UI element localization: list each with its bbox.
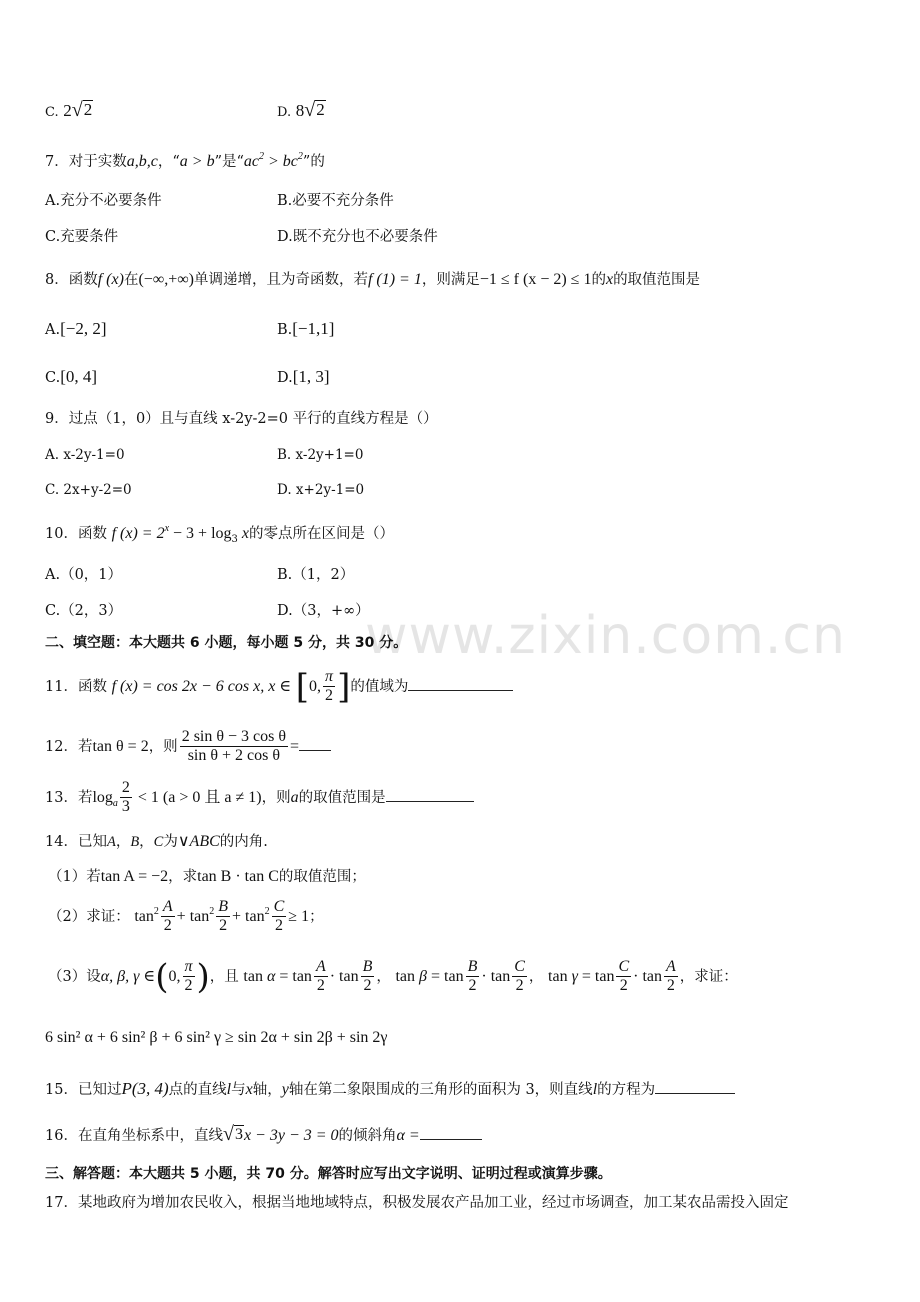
q8-row1 <box>45 318 335 340</box>
q15-answer-blank <box>655 1079 735 1094</box>
q13-answer-blank <box>386 787 474 802</box>
q16-answer-blank <box>420 1125 482 1140</box>
q8-row2 <box>45 366 330 388</box>
q6-option-c-label: C. <box>45 105 59 120</box>
q8-stem: 8．函数f (x)在(−∞,+∞)单调递增，且为奇函数，若f (1) = 1，则满足−1 ≤ f (x − 2) ≤ 1的x的取值范围是 <box>45 271 701 288</box>
q15-stem: 15．已知过P(3, 4)点的直线l与x轴，y轴在第二象限围成的三角形的面积为 3，则直线l的方程为 <box>45 1078 735 1101</box>
q9-stem: 9．过点（1，0）且与直线 x-2y-2=0 平行的直线方程是（） <box>45 411 438 427</box>
q8-option-c: C.[0, 4] <box>45 367 98 386</box>
q7-row2 <box>45 228 438 247</box>
q10-option-c: C.（2，3） <box>45 603 123 619</box>
q9-option-d: D. x+2y-1=0 <box>277 482 365 498</box>
q7-option-c: C.充要条件 <box>45 229 119 245</box>
q9-option-a: A. x-2y-1=0 <box>45 447 125 463</box>
q10-option-b: B.（1，2） <box>277 567 355 583</box>
q14-part1: （1）若tan A = −2，求tan B · tan C的取值范围； <box>48 868 366 885</box>
q9-option-b: B. x-2y+1=0 <box>277 447 364 463</box>
section-3-heading: 三、解答题：本大题共 5 小题，共 70 分。解答时应写出文字说明、证明过程或演算步骤。 <box>45 1166 612 1182</box>
q16-stem: 16．在直角坐标系中，直线 √ 3 x − 3y − 3 = 0的倾斜角α = <box>45 1124 482 1147</box>
q14-stem: 14．已知A，B，C为∨ABC的内角. <box>45 833 268 850</box>
q11-answer-blank <box>408 676 513 691</box>
q9-option-c: C. 2x+y-2=0 <box>45 482 132 498</box>
q12-answer-blank <box>299 736 331 751</box>
q10-option-a: A.（0，1） <box>45 567 123 583</box>
q7-option-b: B.必要不充分条件 <box>277 193 394 209</box>
q10-stem: 10．函数 f $(x) = 2^x - 3 + \log_3 x$的零点所在区间是（） <box>45 523 394 545</box>
q10-row2 <box>45 602 370 621</box>
q12-stem: 12．若tan θ = 2，则 $\frac{\text{2 sin θ − 3 cos θ}}{\text{sin θ + 2 cos θ}}$ = <box>45 728 331 766</box>
section-2-heading: 二、填空题：本大题共 6 小题，每小题 5 分，共 30 分。 <box>45 635 408 651</box>
q10-row1 <box>45 566 355 585</box>
q10-option-d: D.（3，+∞） <box>277 603 370 619</box>
q14-part3: （3）设α, β, γ ∈(0, $\frac{\pi}{2}$ )，且 tan α = tan $\frac{A}{2}$ · tan $\frac{B}{2}$ ， tan β = tan $\frac{B}{2}$ · tan $\frac{C}{2}$ ， tan γ = tan $\frac{C}{2}$ · tan $\frac{A}{2}$ ，求证： <box>48 956 738 997</box>
q9-row2 <box>45 482 365 500</box>
q14-part2: （2）求证： $\tan^2$ $\frac{A}{2}$ + $\tan^2$ $\frac{B}{2}$ + $\tan^2$ $\frac{C}{2}$ ≥ 1； <box>48 898 324 935</box>
q11-stem: 11．函数 f (x) = cos 2x − 6 cos x, x ∈ [0, $\frac{\pi}{2}$ ]的值域为 <box>45 668 513 706</box>
q14-inequality: 6 sin² α + 6 sin² β + 6 sin² γ ≥ sin 2α + sin 2β + sin 2γ <box>45 1029 388 1046</box>
q7-stem: 7．对于实数a,b,c，“a > b”是“$ac^2 > bc^2$”的 <box>45 151 325 170</box>
q6-options <box>45 99 325 122</box>
q9-row1 <box>45 447 364 465</box>
q8-option-b: B.[−1,1] <box>277 319 335 338</box>
q8-option-d: D.[1, 3] <box>277 367 330 386</box>
q6-option-d: D. 8 √ 2 <box>277 99 325 121</box>
q6-option-c: 2 √ 2 <box>63 99 93 121</box>
q7-row1 <box>45 192 394 211</box>
q8-option-a: A.[−2, 2] <box>45 319 107 338</box>
q17-stem: 17．某地政府为增加农民收入，根据当地地域特点，积极发展农产品加工业，经过市场调查，加工某农品需投入固定 <box>45 1195 789 1211</box>
q7-option-a: A.充分不必要条件 <box>45 193 162 209</box>
q7-option-d: D.既不充分也不必要条件 <box>277 229 438 245</box>
watermark: www.zixin.com.cn <box>365 606 846 666</box>
q13-stem: 13．若$\log_a$ $\frac{2}{3}$ < 1 (a > 0 且 a ≠ 1)，则a的取值范围是 <box>45 779 474 817</box>
